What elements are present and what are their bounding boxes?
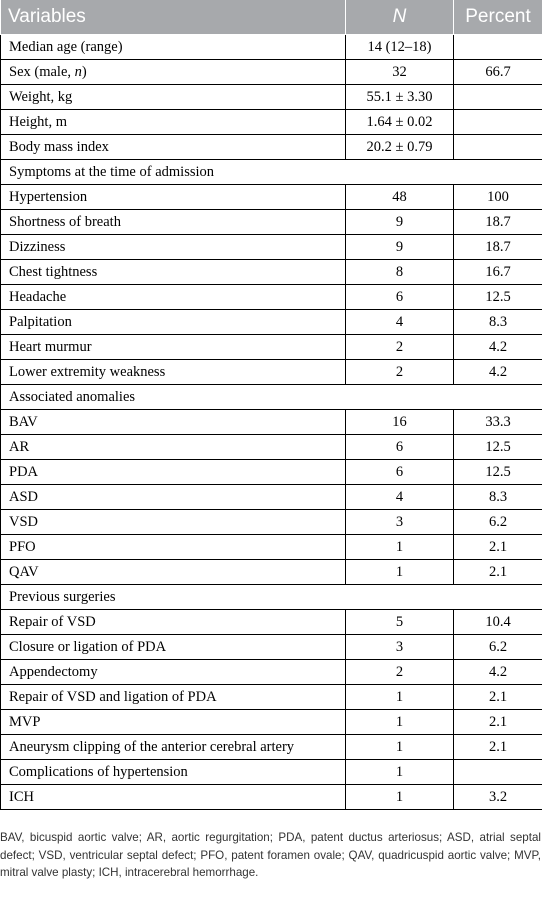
percent-cell: 66.7 — [454, 60, 542, 85]
percent-cell: 2.1 — [454, 560, 542, 585]
n-cell: 1 — [346, 710, 454, 735]
n-cell: 1 — [346, 560, 454, 585]
section-heading: Associated anomalies — [1, 385, 542, 410]
variable-cell: Appendectomy — [1, 660, 346, 685]
table-row — [1, 535, 542, 560]
table-row — [1, 60, 542, 85]
variable-cell: Weight, kg — [1, 85, 346, 110]
variable-cell: QAV — [1, 560, 346, 585]
table-row — [1, 210, 542, 235]
n-cell: 1 — [346, 685, 454, 710]
variable-cell: Aneurysm clipping of the anterior cerebral artery — [1, 735, 346, 760]
table-row — [1, 110, 542, 135]
table-row — [1, 560, 542, 585]
variable-cell: PFO — [1, 535, 346, 560]
variable-cell — [1, 60, 346, 85]
table-row — [1, 85, 542, 110]
percent-cell — [454, 760, 542, 785]
variable-cell: ICH — [1, 785, 346, 810]
table-row — [1, 235, 542, 260]
percent-cell: 6.2 — [454, 635, 542, 660]
variable-label-prefix: Sex (male, — [9, 64, 75, 80]
table-row — [1, 510, 542, 535]
n-cell: 16 — [346, 410, 454, 435]
n-cell: 1 — [346, 735, 454, 760]
percent-cell: 10.4 — [454, 610, 542, 635]
n-cell: 5 — [346, 610, 454, 635]
table-row — [1, 135, 542, 160]
n-cell: 1 — [346, 535, 454, 560]
section-row — [1, 160, 542, 185]
header-n: N — [346, 0, 454, 35]
n-cell: 1 — [346, 760, 454, 785]
variable-cell: AR — [1, 435, 346, 460]
n-cell: 4 — [346, 310, 454, 335]
percent-cell: 12.5 — [454, 460, 542, 485]
table-row — [1, 760, 542, 785]
variable-cell: Hypertension — [1, 185, 346, 210]
n-cell: 32 — [346, 60, 454, 85]
percent-cell: 12.5 — [454, 435, 542, 460]
variable-cell: Median age (range) — [1, 35, 346, 60]
table-row — [1, 610, 542, 635]
table-row — [1, 785, 542, 810]
n-cell: 6 — [346, 435, 454, 460]
percent-cell: 8.3 — [454, 485, 542, 510]
variable-cell: MVP — [1, 710, 346, 735]
n-cell: 6 — [346, 460, 454, 485]
table-row — [1, 260, 542, 285]
percent-cell: 2.1 — [454, 735, 542, 760]
n-cell: 2 — [346, 660, 454, 685]
table-row — [1, 410, 542, 435]
variable-cell: Lower extremity weakness — [1, 360, 346, 385]
n-cell: 9 — [346, 210, 454, 235]
n-cell: 20.2 ± 0.79 — [346, 135, 454, 160]
variable-cell: PDA — [1, 460, 346, 485]
n-cell: 3 — [346, 635, 454, 660]
variable-cell: Chest tightness — [1, 260, 346, 285]
header-percent: Percent — [454, 0, 542, 35]
variable-cell: Headache — [1, 285, 346, 310]
table-row — [1, 285, 542, 310]
table-row — [1, 360, 542, 385]
n-cell: 1 — [346, 785, 454, 810]
percent-cell: 16.7 — [454, 260, 542, 285]
section-row — [1, 585, 542, 610]
n-cell: 4 — [346, 485, 454, 510]
table-row — [1, 460, 542, 485]
table-row — [1, 710, 542, 735]
percent-cell: 12.5 — [454, 285, 542, 310]
variable-cell: Complications of hypertension — [1, 760, 346, 785]
table-row — [1, 485, 542, 510]
variable-cell: Repair of VSD and ligation of PDA — [1, 685, 346, 710]
variable-cell: ASD — [1, 485, 346, 510]
table-row — [1, 335, 542, 360]
percent-cell: 2.1 — [454, 710, 542, 735]
n-cell: 55.1 ± 3.30 — [346, 85, 454, 110]
n-cell: 14 (12–18) — [346, 35, 454, 60]
section-heading: Symptoms at the time of admission — [1, 160, 542, 185]
variable-cell: VSD — [1, 510, 346, 535]
percent-cell — [454, 135, 542, 160]
percent-cell: 2.1 — [454, 535, 542, 560]
percent-cell: 4.2 — [454, 360, 542, 385]
percent-cell — [454, 85, 542, 110]
variable-cell: Dizziness — [1, 235, 346, 260]
variable-label-suffix: ) — [81, 64, 87, 80]
table-row — [1, 685, 542, 710]
n-cell: 6 — [346, 285, 454, 310]
variable-cell: BAV — [1, 410, 346, 435]
table-row — [1, 635, 542, 660]
table-body — [1, 35, 542, 810]
table-row — [1, 735, 542, 760]
table-footnote: BAV, bicuspid aortic valve; AR, aortic regurgitation; PDA, patent ductus arteriosus; ASD, atrial septal defect; VSD, ventricular septal defect; PFO, patent foramen ovale; QAV, quadricuspid aortic valve; MVP, mitral valve plasty; ICH, intracerebral hemorrhage. — [0, 831, 541, 880]
percent-cell: 2.1 — [454, 685, 542, 710]
n-cell: 1.64 ± 0.02 — [346, 110, 454, 135]
n-cell: 9 — [346, 235, 454, 260]
n-cell: 3 — [346, 510, 454, 535]
section-heading: Previous surgeries — [1, 585, 542, 610]
variable-label-italic: n — [74, 64, 82, 80]
percent-cell — [454, 110, 542, 135]
variable-cell: Height, m — [1, 110, 346, 135]
table-row — [1, 310, 542, 335]
table-row — [1, 435, 542, 460]
percent-cell: 3.2 — [454, 785, 542, 810]
percent-cell: 4.2 — [454, 335, 542, 360]
variable-cell: Palpitation — [1, 310, 346, 335]
n-cell: 8 — [346, 260, 454, 285]
percent-cell: 100 — [454, 185, 542, 210]
percent-cell: 4.2 — [454, 660, 542, 685]
section-row — [1, 385, 542, 410]
header-variables: Variables — [1, 0, 346, 35]
percent-cell: 33.3 — [454, 410, 542, 435]
variable-cell: Body mass index — [1, 135, 346, 160]
n-cell: 2 — [346, 335, 454, 360]
variable-cell: Closure or ligation of PDA — [1, 635, 346, 660]
header-row — [1, 0, 542, 35]
variable-cell: Shortness of breath — [1, 210, 346, 235]
percent-cell: 18.7 — [454, 235, 542, 260]
n-cell: 48 — [346, 185, 454, 210]
percent-cell — [454, 35, 542, 60]
percent-cell: 18.7 — [454, 210, 542, 235]
n-cell: 2 — [346, 360, 454, 385]
percent-cell: 8.3 — [454, 310, 542, 335]
variable-cell: Repair of VSD — [1, 610, 346, 635]
table-row — [1, 660, 542, 685]
table-row — [1, 185, 542, 210]
table-row — [1, 35, 542, 60]
percent-cell: 6.2 — [454, 510, 542, 535]
variable-cell: Heart murmur — [1, 335, 346, 360]
